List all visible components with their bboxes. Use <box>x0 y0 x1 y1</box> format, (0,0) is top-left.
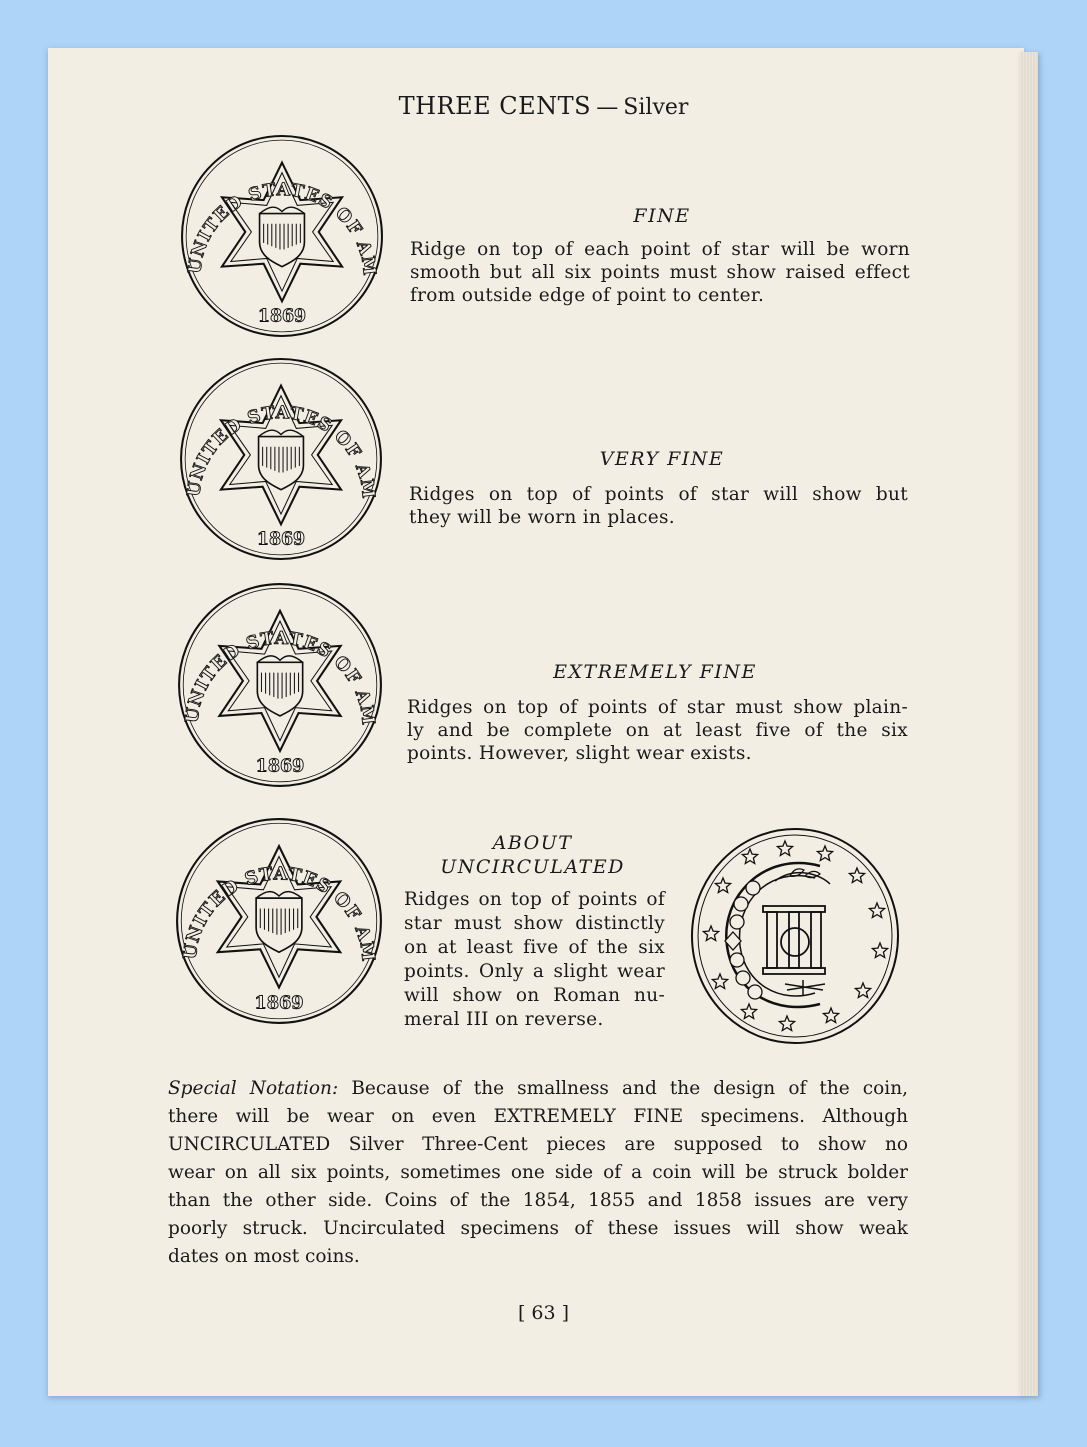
grade-title-line: UNCIRCULATED <box>440 856 625 878</box>
desc-line: smooth but all six points must show raised effect <box>410 262 910 283</box>
coin-legend: UNITED STATES OF AMERICA <box>182 628 378 727</box>
desc-line: points. Only a slight wear <box>404 961 665 982</box>
grade-title-extremely-fine: EXTREMELY FINE <box>553 661 757 683</box>
desc-line: on at least five of the six <box>404 937 665 958</box>
special-notation <box>168 1075 908 1271</box>
grade-desc-very-fine <box>409 483 908 529</box>
star-icon <box>703 926 718 941</box>
grade-title-very-fine: VERY FINE <box>599 448 725 470</box>
desc-line: they will be worn in places. <box>409 507 675 528</box>
grade-title-about-uncirculated <box>420 831 645 879</box>
notation-label: Special Notation: <box>168 1078 339 1099</box>
desc-line: from outside edge of point to center. <box>410 285 765 306</box>
star-icon <box>849 868 864 883</box>
desc-line: points. However, slight wear exists. <box>407 743 752 764</box>
star-icon <box>712 974 727 989</box>
page-title <box>0 92 1087 120</box>
page-title-dash: — <box>596 95 619 120</box>
page-title-sub: Silver <box>623 95 689 120</box>
notation-line: wear on all six points, sometimes one side of a coin will be struck bolder <box>168 1162 908 1183</box>
svg-text:UNITED STATES OF AMERICA <box>184 403 378 500</box>
desc-line: Ridge on top of each point of star will be worn <box>410 239 910 260</box>
notation-line: there will be wear on even EXTREMELY FINE specimens. Although <box>168 1106 908 1127</box>
coin-reverse <box>690 827 900 1049</box>
desc-line: star must show distinctly <box>404 913 665 934</box>
grade-title-line: ABOUT <box>492 832 573 854</box>
star-icon <box>715 878 730 893</box>
coin-obverse-extremely-fine <box>177 582 383 792</box>
star-icon <box>741 1004 756 1019</box>
coin-legend: UNITED STATES OF AMERICA <box>184 403 379 501</box>
svg-text:UNITED STATES OF AMERICA <box>180 863 379 963</box>
svg-text:UNITED STATES OF AMERICA <box>182 629 378 727</box>
desc-line: Ridges on top of points of star must show plain- <box>407 697 908 718</box>
svg-text:UNITED STATES OF AMERICA <box>185 180 379 277</box>
coin-obverse-about-uncirculated <box>175 817 383 1029</box>
grade-title-fine: FINE <box>633 205 691 227</box>
coin-obverse-very-fine <box>179 357 383 565</box>
notation-text: Because of the smallness and the design of the coin, <box>351 1078 908 1099</box>
notation-line: dates on most coins. <box>168 1246 360 1267</box>
star-icon <box>872 943 887 958</box>
grade-desc-extremely-fine <box>407 696 908 765</box>
notation-line: poorly struck. Uncirculated specimens of these issues will show weak <box>168 1218 908 1239</box>
grade-desc-fine <box>410 238 910 307</box>
star-icon <box>869 903 884 918</box>
desc-line: Ridges on top of points of star will show but <box>409 484 908 505</box>
star-icon <box>777 841 792 856</box>
page-title-main: THREE CENTS <box>398 92 592 120</box>
grade-desc-about-uncirculated <box>404 888 665 1032</box>
coin-obverse-fine <box>180 134 384 342</box>
page-edge <box>1020 52 1038 1396</box>
star-icon <box>817 846 832 861</box>
star-icon <box>779 1016 794 1031</box>
desc-line: meral III on reverse. <box>404 1009 604 1030</box>
star-icon <box>855 983 870 998</box>
desc-line: Ridges on top of points of <box>404 889 665 910</box>
coin-year: 1869 <box>257 306 307 327</box>
coin-year: 1869 <box>255 756 305 777</box>
desc-line: will show on Roman nu- <box>404 985 665 1006</box>
desc-line: ly and be complete on at least five of the six <box>407 720 908 741</box>
star-icon <box>823 1008 838 1023</box>
notation-line: than the other side. Coins of the 1854, 1855 and 1858 issues are very <box>168 1190 908 1211</box>
coin-legend: UNITED STATES OF AMERICA <box>185 180 380 278</box>
coin-year: 1869 <box>256 529 306 550</box>
coin-legend: UNITED STATES OF AMERICA <box>179 863 379 964</box>
notation-line <box>168 1075 908 1103</box>
notation-line: UNCIRCULATED Silver Three-Cent pieces are supposed to show no <box>168 1134 908 1155</box>
star-icon <box>742 849 757 864</box>
page-number: [ 63 ] <box>517 1302 570 1324</box>
coin-year: 1869 <box>254 992 304 1014</box>
